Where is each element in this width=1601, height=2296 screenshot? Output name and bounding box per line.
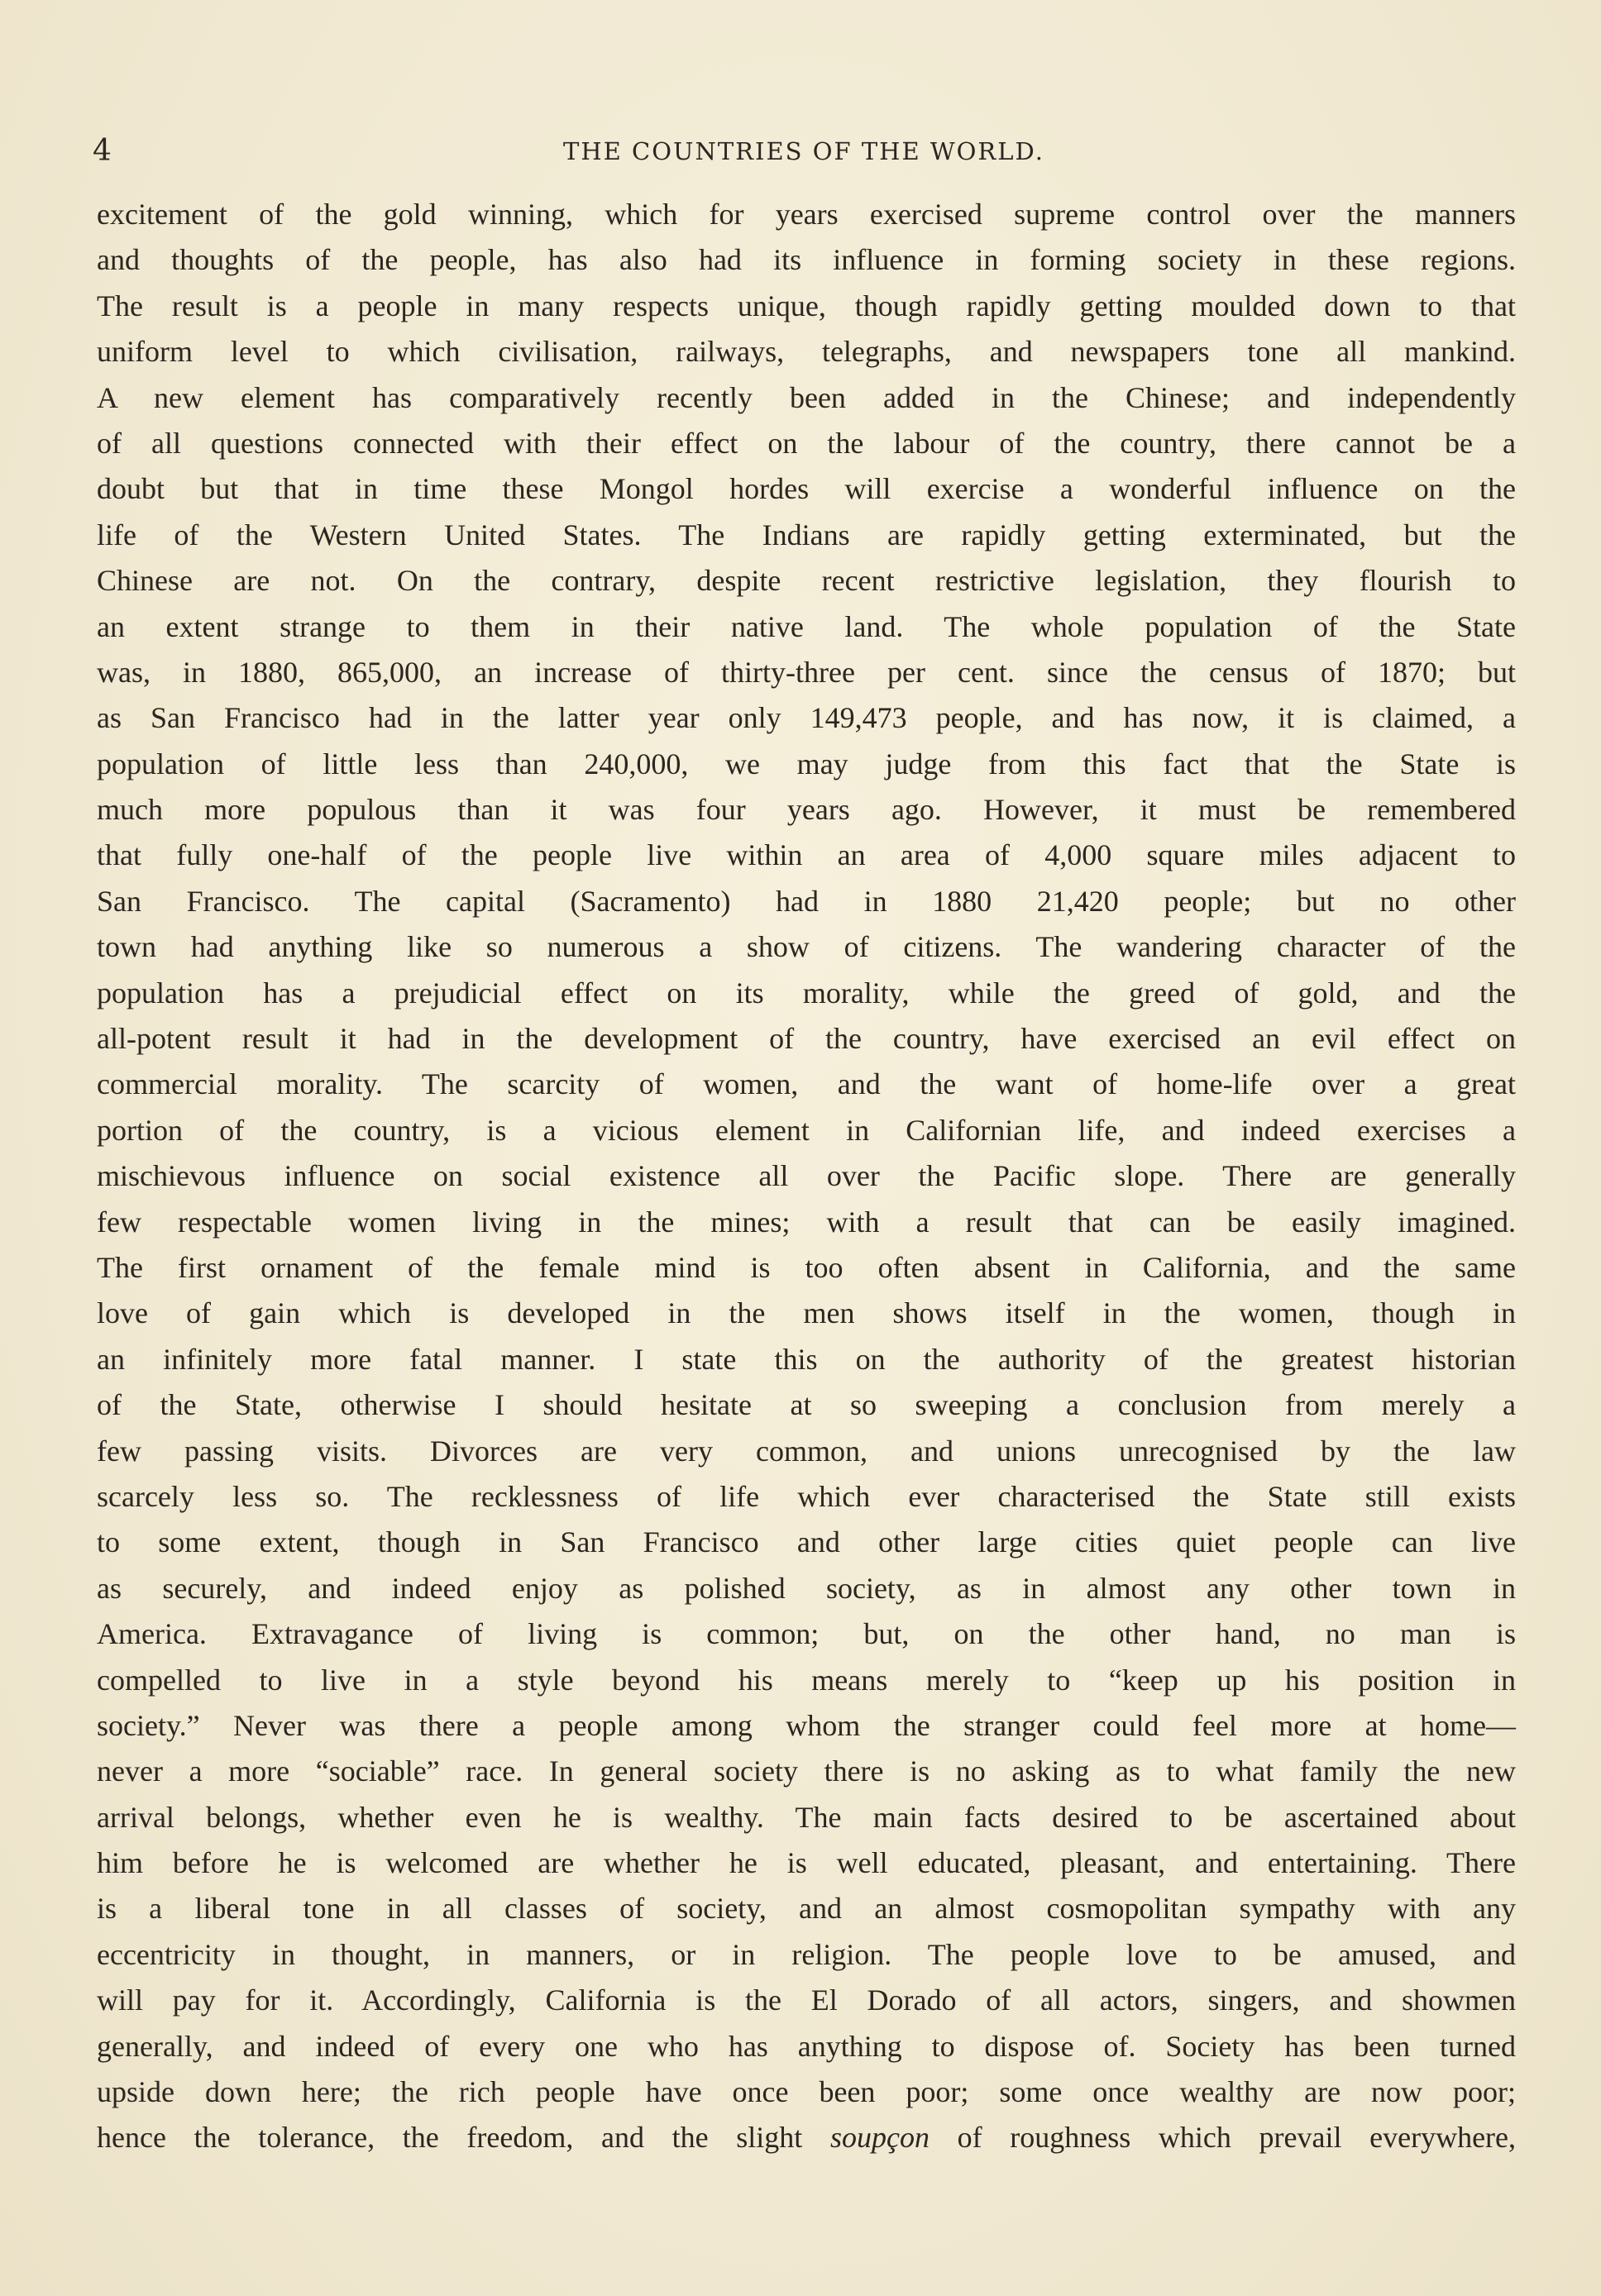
text-line: will pay for it. Accordingly, California is the El Dorado of all actors, singers, and showmen bbox=[97, 1983, 1516, 2017]
text-line: mischievous influence on social existence all over the Pacific slope. There are generally bbox=[97, 1159, 1516, 1193]
text-line: him before he is welcomed are whether he is well educated, pleasant, and entertaining. There bbox=[97, 1846, 1516, 1880]
text-line: that fully one-half of the people live within an area of 4,000 square miles adjacent to bbox=[97, 838, 1516, 872]
text-line: A new element has comparatively recently been added in the Chinese; and independently bbox=[97, 380, 1516, 414]
text-line: scarcely less so. The recklessness of life which ever characterised the State still exists bbox=[97, 1479, 1516, 1513]
text-line: doubt but that in time these Mongol hordes will exercise a wonderful influence on the bbox=[97, 472, 1516, 506]
text-line: life of the Western United States. The Indians are rapidly getting exterminated, but the bbox=[97, 518, 1516, 551]
text-line: eccentricity in thought, in manners, or in religion. The people love to be amused, and bbox=[97, 1937, 1516, 1971]
text-line: never a more “sociable” race. In general society there is no asking as to what family the new bbox=[97, 1754, 1516, 1788]
running-title: THE COUNTRIES OF THE WORLD. bbox=[563, 137, 1044, 165]
text-line: an extent strange to them in their native land. The whole population of the State bbox=[97, 609, 1516, 643]
text-line: all-potent result it had in the development of the country, have exercised an evil effect on bbox=[97, 1022, 1516, 1056]
text-line: generally, and indeed of every one who has anything to dispose of. Society has been turned bbox=[97, 2029, 1516, 2063]
text-line: Chinese are not. On the contrary, despite recent restrictive legislation, they flourish to bbox=[97, 564, 1516, 598]
last-line-end: of roughness which prevail everywhere, bbox=[957, 2121, 1517, 2155]
text-line: compelled to live in a style beyond his means merely to “keep up his position in bbox=[97, 1663, 1516, 1697]
text-line: as securely, and indeed enjoy as polished society, as in almost any other town in bbox=[97, 1571, 1516, 1605]
text-line: population has a prejudicial effect on its morality, while the greed of gold, and the bbox=[97, 976, 1516, 1010]
text-line: love of gain which is developed in the men shows itself in the women, though in bbox=[97, 1296, 1516, 1330]
text-line: was, in 1880, 865,000, an increase of thirty-three per cent. since the census of 1870; but bbox=[97, 655, 1516, 689]
text-line: of all questions connected with their effect on the labour of the country, there cannot be a bbox=[97, 426, 1516, 460]
text-line: America. Extravagance of living is common; but, on the other hand, no man is bbox=[97, 1617, 1516, 1651]
page-number: 4 bbox=[93, 134, 112, 168]
text-line: uniform level to which civilisation, railways, telegraphs, and newspapers tone all mankind. bbox=[97, 335, 1516, 369]
text-line: The first ornament of the female mind is too often absent in California, and the same bbox=[97, 1250, 1516, 1284]
text-line: much more populous than it was four years ago. However, it must be remembered bbox=[97, 793, 1516, 827]
text-line: is a liberal tone in all classes of society, and an almost cosmopolitan sympathy with any bbox=[97, 1892, 1516, 1926]
last-line-start: hence the tolerance, the freedom, and the slight bbox=[97, 2121, 803, 2155]
text-line: an infinitely more fatal manner. I state this on the authority of the greatest historian bbox=[97, 1342, 1516, 1376]
text-line: The result is a people in many respects unique, though rapidly getting moulded down to that bbox=[97, 289, 1516, 322]
text-line: town had anything like so numerous a show of citizens. The wandering character of the bbox=[97, 930, 1516, 964]
text-line: few passing visits. Divorces are very common, and unions unrecognised by the law bbox=[97, 1434, 1516, 1468]
text-line: few respectable women living in the mines; with a result that can be easily imagined. bbox=[97, 1205, 1516, 1239]
text-line: portion of the country, is a vicious element in Californian life, and indeed exercises a bbox=[97, 1113, 1516, 1147]
text-line: commercial morality. The scarcity of women, and the want of home-life over a great bbox=[97, 1067, 1516, 1101]
text-line: population of little less than 240,000, we may judge from this fact that the State is bbox=[97, 747, 1516, 780]
text-line: of the State, otherwise I should hesitate at so sweeping a conclusion from merely a bbox=[97, 1388, 1516, 1422]
text-line: and thoughts of the people, has also had its influence in forming society in these regions. bbox=[97, 243, 1516, 277]
text-line: excitement of the gold winning, which for years exercised supreme control over the manners bbox=[97, 198, 1516, 231]
body-text bbox=[97, 192, 1516, 2161]
text-line: arrival belongs, whether even he is wealthy. The main facts desired to be ascertained about bbox=[97, 1800, 1516, 1834]
text-line: San Francisco. The capital (Sacramento) had in 1880 21,420 people; but no other bbox=[97, 884, 1516, 918]
text-line: to some extent, though in San Francisco and other large cities quiet people can live bbox=[97, 1525, 1516, 1559]
text-line: upside down here; the rich people have once been poor; some once wealthy are now poor; bbox=[97, 2075, 1516, 2109]
page-header bbox=[93, 131, 1515, 172]
text-line: society.” Never was there a people among whom the stranger could feel more at home— bbox=[97, 1708, 1516, 1742]
foreign-word: soupçon bbox=[829, 2121, 930, 2155]
text-line: as San Francisco had in the latter year only 149,473 people, and has now, it is claimed, a bbox=[97, 701, 1516, 735]
text-line-last bbox=[97, 2115, 1516, 2160]
